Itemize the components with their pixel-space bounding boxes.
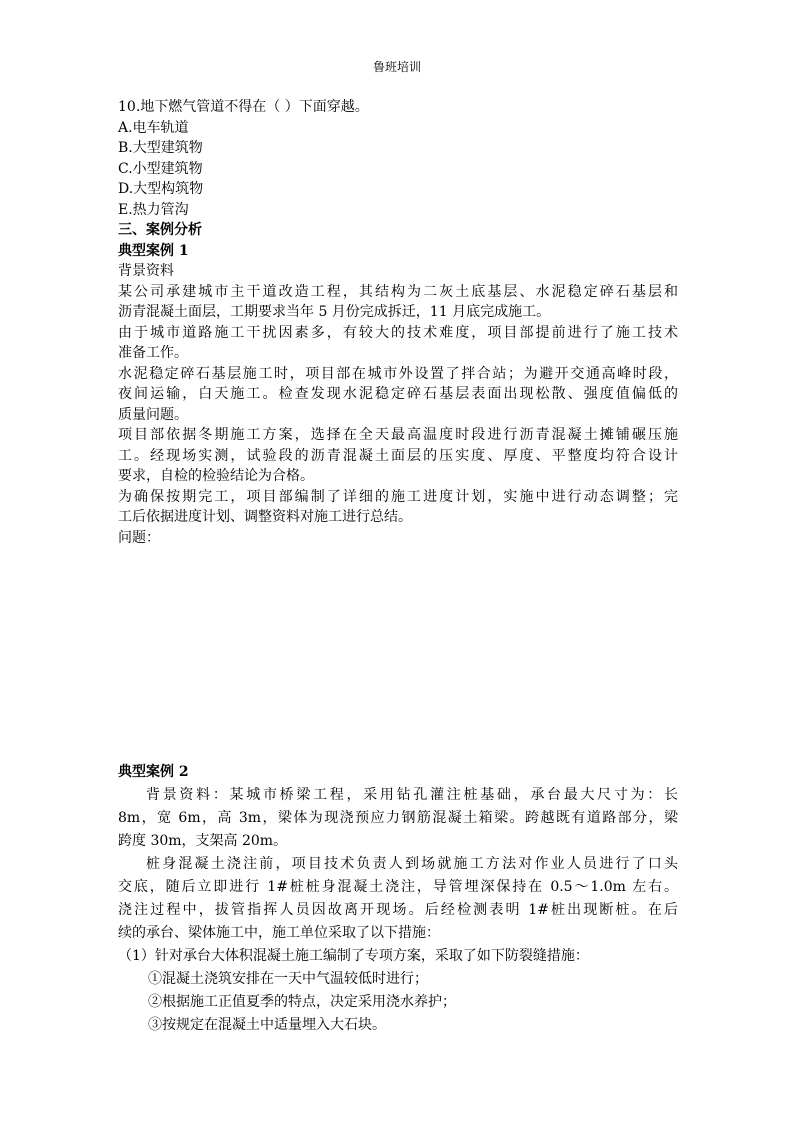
case2-line: 续的承台、梁体施工中，施工单位采取了以下措施： — [118, 925, 440, 941]
case1-question-label: 问题： — [118, 529, 160, 546]
case2-line: 跨度 30m，支架高 20m。 — [118, 833, 288, 849]
option-b: B.大型建筑物 — [118, 140, 203, 156]
case1-line: 某公司承建城市主干道改造工程，其结构为二灰土底基层、水泥稳定碎石基层和 — [118, 283, 678, 300]
page-header: 鲁班培训 — [372, 60, 421, 74]
case1-line: 要求，自检的检验结论为合格。 — [118, 468, 314, 484]
case2-sub-item: ②根据施工正值夏季的特点，决定采用浇水养护； — [148, 994, 456, 1010]
case2-line: 桩身混凝土浇注前，项目技术负责人到场就施工方法对作业人员进行了口头 — [146, 856, 678, 872]
case1-line: 夜间运输，白天施工。检查发现水泥稳定碎石基层表面出现松散、强度值偏低的 — [118, 386, 678, 402]
case1-line: 沥青混凝土面层，工期要求当年 5 月份完成拆迁，11 月底完成施工。 — [118, 304, 551, 320]
option-a: A.电车轨道 — [118, 119, 189, 136]
case1-line: 工。经现场实测，试验段的沥青混凝土面层的压实度、厚度、平整度均符合设计 — [118, 447, 678, 464]
case2-line: 浇注过程中，拔管指挥人员因故离开现场。后经检测表明 1#桩出现断桩。在后 — [118, 902, 678, 918]
case1-line: 水泥稳定碎石基层施工时，项目部在城市外设置了拌合站；为避开交通高峰时段， — [118, 365, 678, 382]
case1-line: 准备工作。 — [118, 345, 188, 361]
case1-line: 质量问题。 — [118, 406, 188, 423]
upper-content — [118, 97, 678, 548]
option-c: C.小型建筑物 — [118, 160, 203, 177]
case1-line: 由于城市道路施工干扰因素多，有较大的技术难度，项目部提前进行了施工技术 — [118, 324, 678, 341]
case1-line: 项目部依据冬期施工方案，选择在全天最高温度时段进行沥青混凝土摊铺碾压施 — [118, 427, 678, 443]
case2-line: 交底，随后立即进行 1#桩桩身混凝土浇注，导管埋深保持在 0.5～1.0m 左右。 — [118, 879, 678, 895]
case2-sub-item: ③按规定在混凝土中适量埋入大石块。 — [148, 1017, 386, 1033]
case1-subtitle: 背景资料 — [118, 263, 174, 279]
case2-title: 典型案例 2 — [118, 764, 189, 780]
lower-content — [118, 761, 678, 1037]
section-title: 三、案例分析 — [118, 222, 202, 238]
case1-title: 典型案例 1 — [118, 242, 189, 259]
case2-measure-item: （1）针对承台大体积混凝土施工编制了专项方案，采取了如下防裂缝措施： — [118, 948, 589, 964]
case1-line: 为确保按期完工，项目部编制了详细的施工进度计划，实施中进行动态调整；完 — [118, 488, 678, 505]
option-d: D.大型构筑物 — [118, 181, 204, 197]
option-e: E.热力管沟 — [118, 201, 189, 218]
question-stem: 10.地下燃气管道不得在（ ）下面穿越。 — [118, 99, 369, 115]
case1-line: 工后依据进度计划、调整资料对施工进行总结。 — [118, 509, 412, 525]
case2-line: 8m，宽 6m，高 3m，梁体为现浇预应力钢筋混凝土箱梁。跨越既有道路部分，梁 — [118, 810, 678, 826]
case2-sub-item: ①混凝土浇筑安排在一天中气温较低时进行； — [148, 971, 428, 987]
case2-line: 背景资料：某城市桥梁工程，采用钻孔灌注桩基础，承台最大尺寸为：长 — [146, 787, 678, 803]
